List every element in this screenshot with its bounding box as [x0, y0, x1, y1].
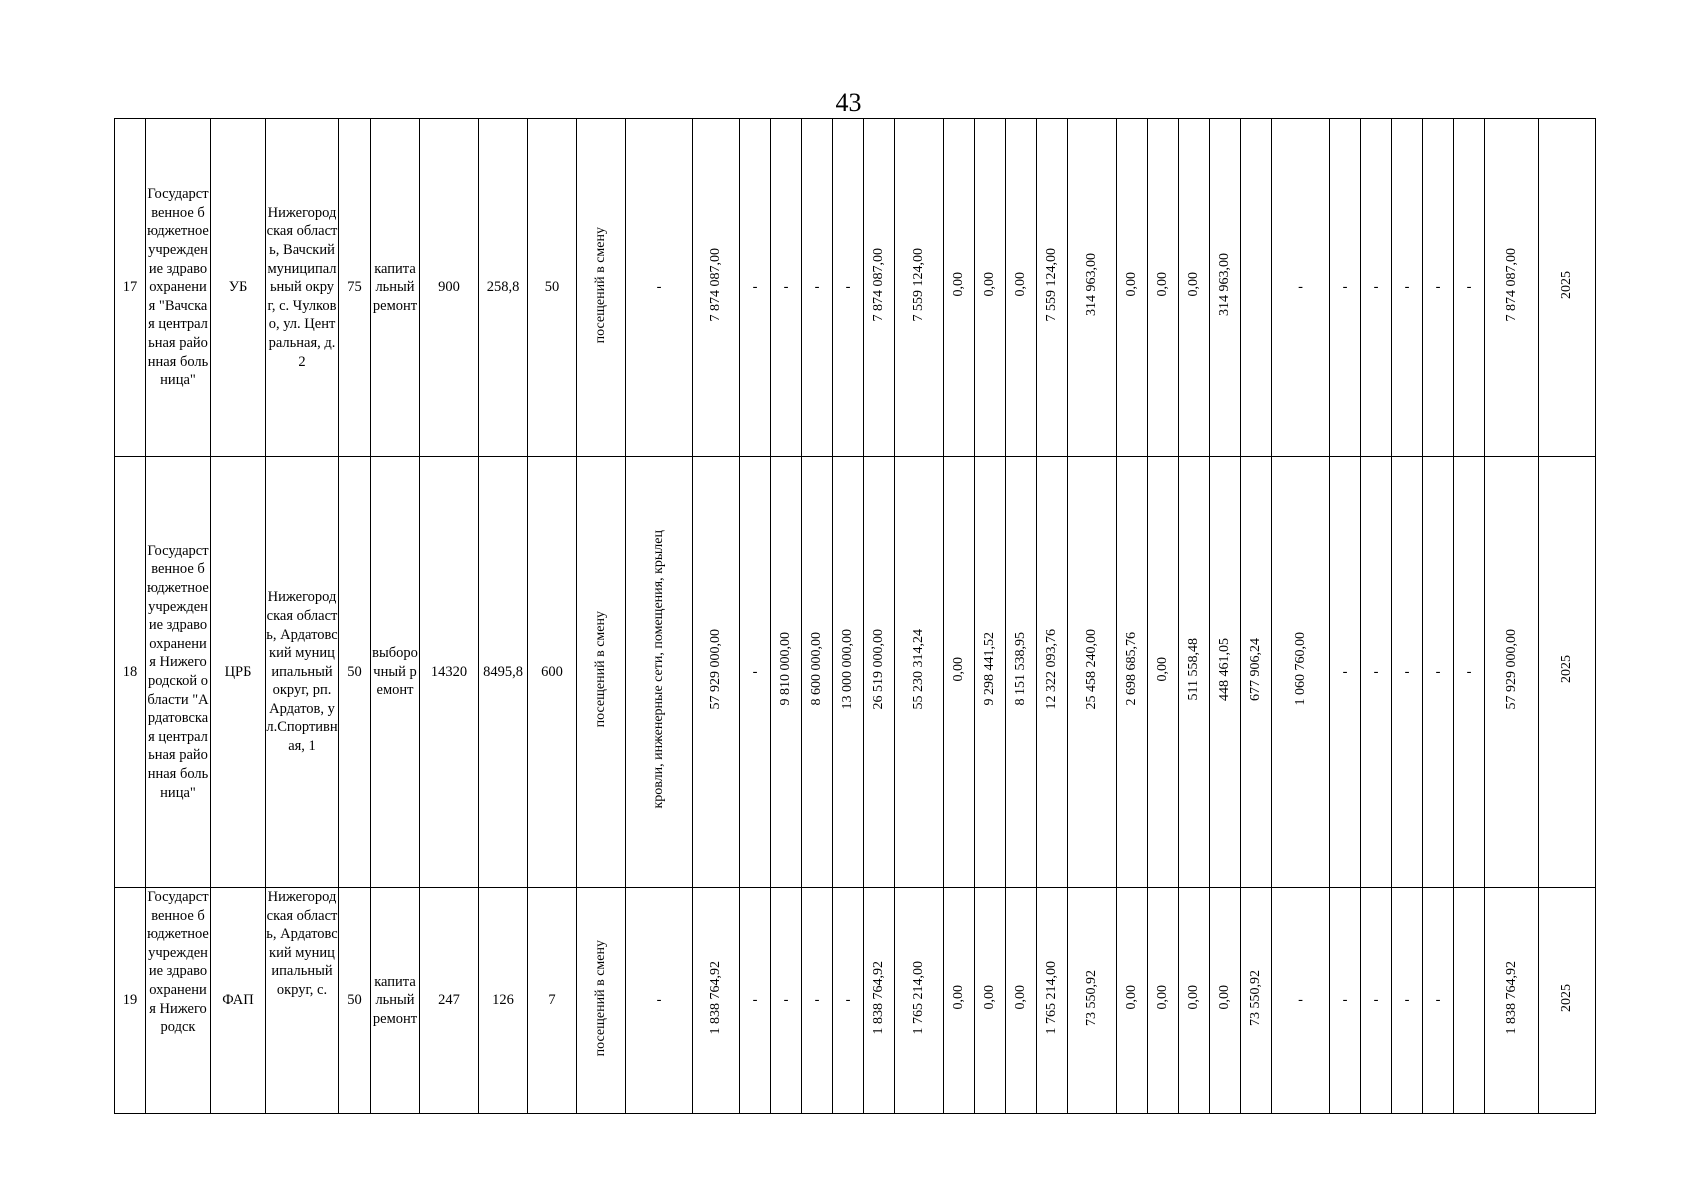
elements: -	[626, 119, 693, 457]
year: 2025	[1559, 655, 1574, 684]
capacity: 7	[528, 888, 577, 1114]
year: 2025	[1559, 983, 1574, 1012]
regional-a: 2 698 685,76	[1124, 632, 1139, 706]
other-4: -	[1392, 888, 1423, 1114]
regional-total: 73 550,92	[1084, 969, 1099, 1026]
page-number: 43	[835, 88, 862, 117]
work-type: капитальный ремонт	[371, 119, 420, 457]
other-4: -	[1392, 119, 1423, 457]
year: 2025	[1559, 270, 1574, 299]
institution-name: Государственное бюджетное учреждение здравоохранения Нижегородской области "Ардатовская центральная районная больница"	[146, 457, 211, 888]
regional-d: 448 461,05	[1217, 637, 1232, 701]
row-number: 18	[115, 457, 146, 888]
area: 247	[420, 888, 479, 1114]
federal-total: 1 765 214,00	[911, 960, 926, 1035]
federal-a: 0,00	[951, 272, 966, 297]
data-table	[114, 118, 1596, 1114]
regional-total: 314 963,00	[1084, 253, 1099, 317]
capacity-unit: посещений в смену	[593, 611, 608, 728]
other-2: -	[1330, 888, 1361, 1114]
other-6: -	[1454, 119, 1485, 457]
element-cost-4: -	[833, 888, 864, 1114]
row-number: 17	[115, 119, 146, 457]
sum-a: 1 838 764,92	[871, 960, 886, 1035]
federal-a: 0,00	[951, 985, 966, 1010]
grand-total: 1 838 764,92	[1503, 960, 1519, 1035]
federal-total: 55 230 314,24	[911, 628, 926, 710]
element-cost-3: 8 600 000,00	[809, 632, 824, 706]
federal-total: 7 559 124,00	[911, 247, 926, 322]
regional-c: 511 558,48	[1186, 637, 1201, 701]
table-row	[115, 119, 1596, 457]
other-5: -	[1423, 119, 1454, 457]
element-cost-4: 13 000 000,00	[840, 628, 855, 710]
other-2: -	[1361, 457, 1392, 888]
address: Нижегородская область, Ардатовский муниципальный округ, с.	[266, 888, 339, 1114]
table-row	[115, 888, 1596, 1114]
capacity: 50	[528, 119, 577, 457]
sum-a: 7 874 087,00	[871, 247, 886, 322]
capacity-unit: посещений в смену	[593, 226, 608, 343]
federal-b: 0,00	[982, 985, 997, 1010]
regional-f: 1 060 760,00	[1292, 632, 1308, 706]
other-3: -	[1392, 457, 1423, 888]
table-wrapper	[114, 118, 1596, 1114]
element-cost-3: -	[802, 888, 833, 1114]
address: Нижегородская область, Вачский муниципальный округ, с. Чулково, ул. Центральная, д. 2	[266, 119, 339, 457]
federal-c: 0,00	[1013, 985, 1028, 1010]
wear-percent: 75	[339, 119, 371, 457]
regional-d: 0,00	[1217, 985, 1232, 1010]
area: 900	[420, 119, 479, 457]
facility-type: УБ	[211, 119, 266, 457]
volume: 8495,8	[479, 457, 528, 888]
work-type: выборочный ремонт	[371, 457, 420, 888]
other-1: -	[1272, 888, 1330, 1114]
federal-c: 0,00	[1013, 272, 1028, 297]
volume: 126	[479, 888, 528, 1114]
federal-c: 8 151 538,95	[1013, 632, 1028, 706]
regional-e: 73 550,92	[1248, 969, 1263, 1026]
institution-name: Государственное бюджетное учреждение здравоохранения "Вачская центральная районная больница"	[146, 119, 211, 457]
element-cost-4: -	[833, 119, 864, 457]
other-3: -	[1361, 119, 1392, 457]
element-cost-1: -	[740, 457, 771, 888]
wear-percent: 50	[339, 457, 371, 888]
federal-b: 9 298 441,52	[982, 632, 997, 706]
wear-percent: 50	[339, 888, 371, 1114]
federal-d: 12 322 093,76	[1044, 628, 1059, 710]
sum-a: 26 519 000,00	[871, 628, 886, 710]
regional-total: 25 458 240,00	[1084, 628, 1099, 710]
regional-a: 0,00	[1124, 985, 1139, 1010]
other-4: -	[1423, 457, 1454, 888]
element-cost-2: 9 810 000,00	[778, 632, 793, 706]
regional-d: 314 963,00	[1217, 253, 1232, 317]
elements: -	[626, 888, 693, 1114]
row-number: 19	[115, 888, 146, 1114]
table-row	[115, 457, 1596, 888]
institution-name: Государственное бюджетное учреждение здравоохранения Нижегородск	[146, 888, 211, 1114]
address: Нижегородская область, Ардатовский муниципальный округ, рп. Ардатов, ул.Спортивная, 1	[266, 457, 339, 888]
work-type: капитальный ремонт	[371, 888, 420, 1114]
regional-b: 0,00	[1155, 656, 1170, 682]
regional-b: 0,00	[1155, 272, 1170, 297]
capacity-unit: посещений в смену	[593, 939, 608, 1056]
regional-c: 0,00	[1186, 985, 1201, 1010]
regional-c: 0,00	[1186, 272, 1201, 297]
element-cost-1: -	[740, 888, 771, 1114]
grand-total: 7 874 087,00	[1503, 247, 1519, 322]
grand-total: 57 929 000,00	[1503, 628, 1519, 710]
other-1: -	[1272, 119, 1330, 457]
regional-a: 0,00	[1124, 272, 1139, 297]
federal-d: 1 765 214,00	[1044, 960, 1059, 1035]
volume: 258,8	[479, 119, 528, 457]
other-3: -	[1361, 888, 1392, 1114]
element-cost-2: -	[771, 119, 802, 457]
regional-e: 677 906,24	[1248, 637, 1263, 701]
federal-d: 7 559 124,00	[1044, 247, 1059, 322]
total-cell	[693, 119, 740, 457]
other-5: -	[1423, 888, 1454, 1114]
element-cost-2: -	[771, 888, 802, 1114]
total-cost: 57 929 000,00	[708, 628, 723, 710]
facility-type: ФАП	[211, 888, 266, 1114]
element-cost-1: -	[740, 119, 771, 457]
other-5: -	[1454, 457, 1485, 888]
area: 14320	[420, 457, 479, 888]
total-cost: 1 838 764,92	[708, 960, 723, 1035]
capacity: 600	[528, 457, 577, 888]
regional-b: 0,00	[1155, 985, 1170, 1010]
federal-a: 0,00	[951, 656, 966, 682]
spacer-cell	[1454, 888, 1485, 1114]
capacity-unit-cell	[577, 119, 626, 457]
other-1: -	[1330, 457, 1361, 888]
federal-b: 0,00	[982, 272, 997, 297]
element-cost-3: -	[802, 119, 833, 457]
other-2: -	[1330, 119, 1361, 457]
elements: кровли, инженерные сети, помещения, крылец	[651, 529, 666, 809]
total-cost: 7 874 087,00	[708, 247, 723, 322]
facility-type: ЦРБ	[211, 457, 266, 888]
